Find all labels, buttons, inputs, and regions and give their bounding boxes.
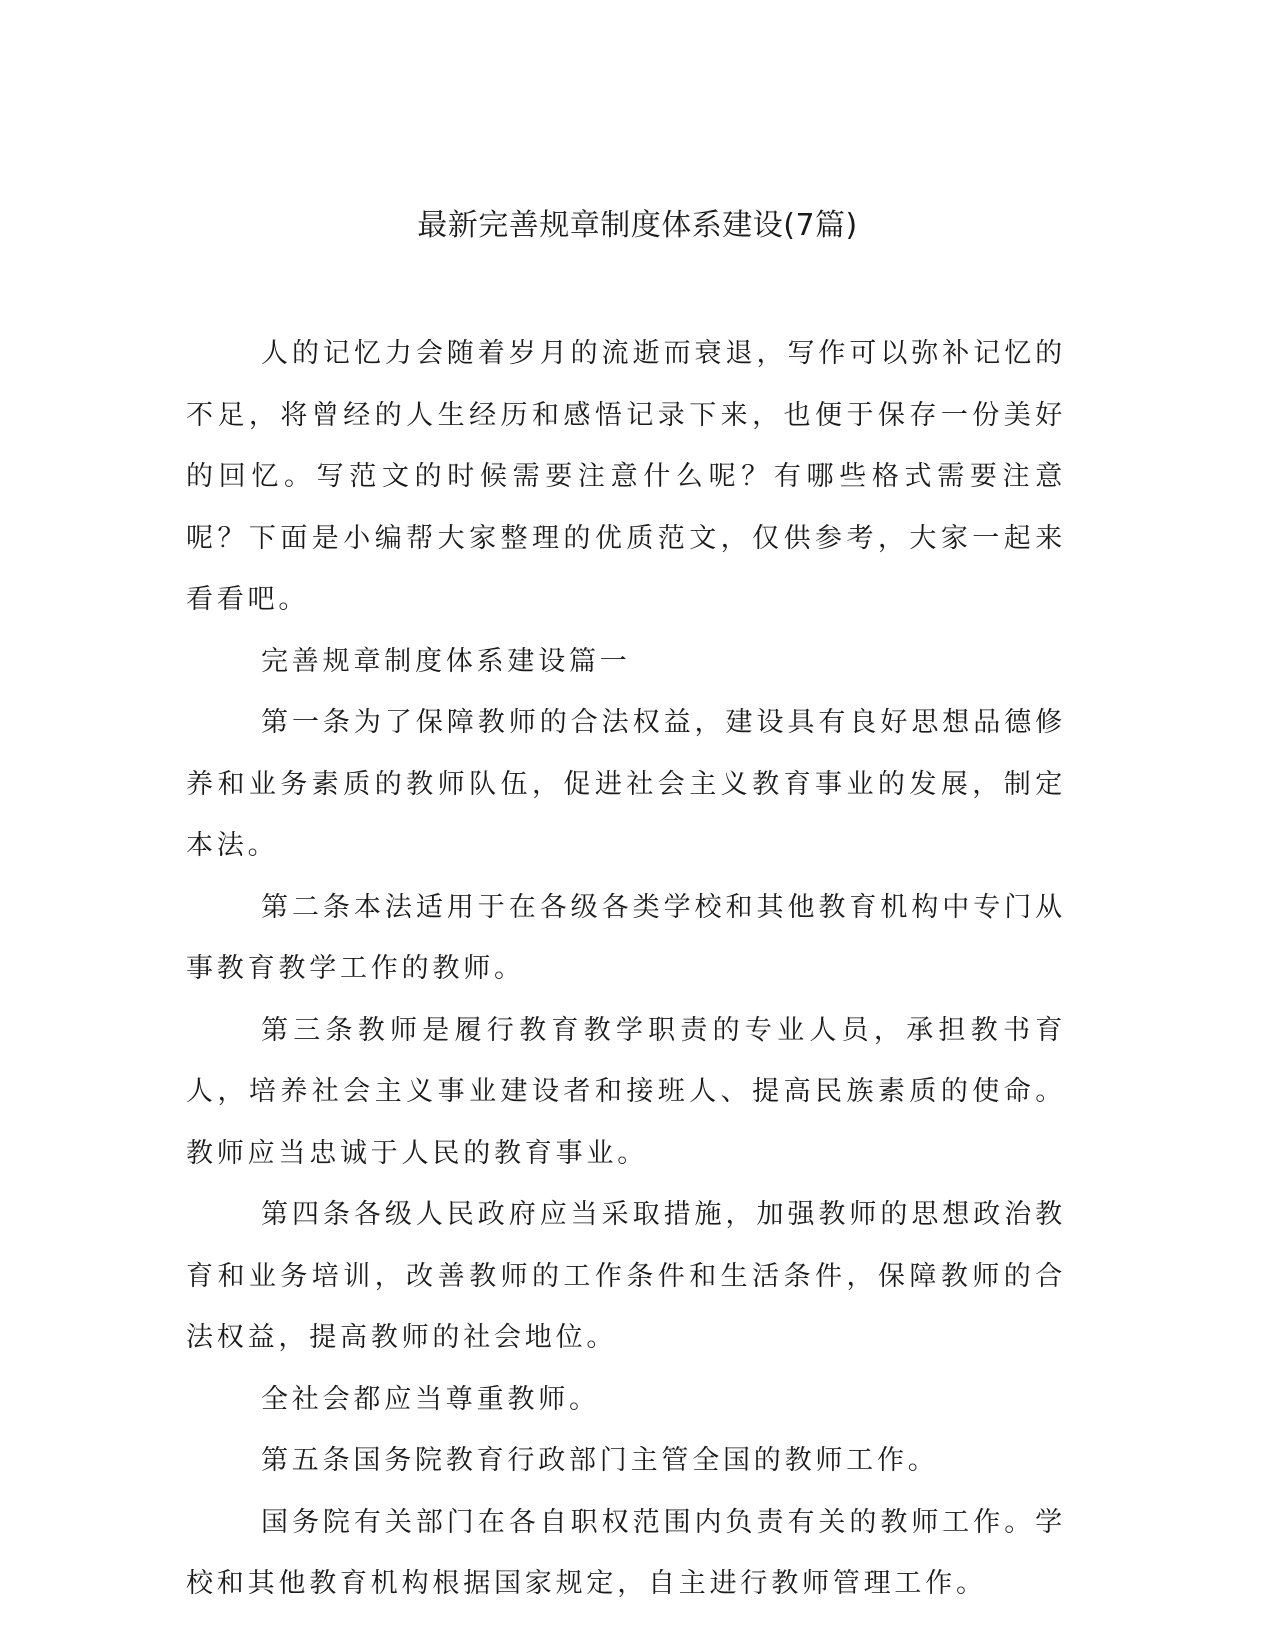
respect-teachers-paragraph: 全社会都应当尊重教师。 — [261, 1383, 600, 1415]
intro-paragraph: 人的记忆力会随着岁月的流逝而衰退，写作可以弥补记忆的不足，将曾经的人生经历和感悟记录下来，也便于保存一份美好的回忆。写范文的时候需要注意什么呢？有哪些格式需要注意呢？下面是小编帮大家整理的优质范文，仅供参考，大家一起来看看吧。 — [186, 338, 1066, 615]
article-1-paragraph: 第一条为了保障教师的合法权益，建设具有良好思想品德修养和业务素质的教师队伍，促进社会主义教育事业的发展，制定本法。 — [186, 707, 1066, 861]
article-4-paragraph: 第四条各级人民政府应当采取措施，加强教师的思想政治教育和业务培训，改善教师的工作条件和生活条件，保障教师的合法权益，提高教师的社会地位。 — [186, 1199, 1066, 1353]
state-council-paragraph: 国务院有关部门在各自职权范围内负责有关的教师工作。学校和其他教育机构根据国家规定，自主进行教师管理工作。 — [186, 1506, 1066, 1599]
article-5-paragraph: 第五条国务院教育行政部门主管全国的教师工作。 — [261, 1445, 939, 1476]
section-heading: 完善规章制度体系建设篇一 — [261, 645, 631, 677]
document-body — [186, 323, 1066, 1615]
article-3-paragraph: 第三条教师是履行教育教学职责的专业人员，承担教书育人，培养社会主义事业建设者和接班人、提高民族素质的使命。教师应当忠诚于人民的教育事业。 — [186, 1014, 1066, 1169]
document-title: 最新完善规章制度体系建设(7篇) — [417, 208, 858, 243]
article-2-paragraph: 第二条本法适用于在各级各类学校和其他教育机构中专门从事教育教学工作的教师。 — [186, 891, 1066, 984]
